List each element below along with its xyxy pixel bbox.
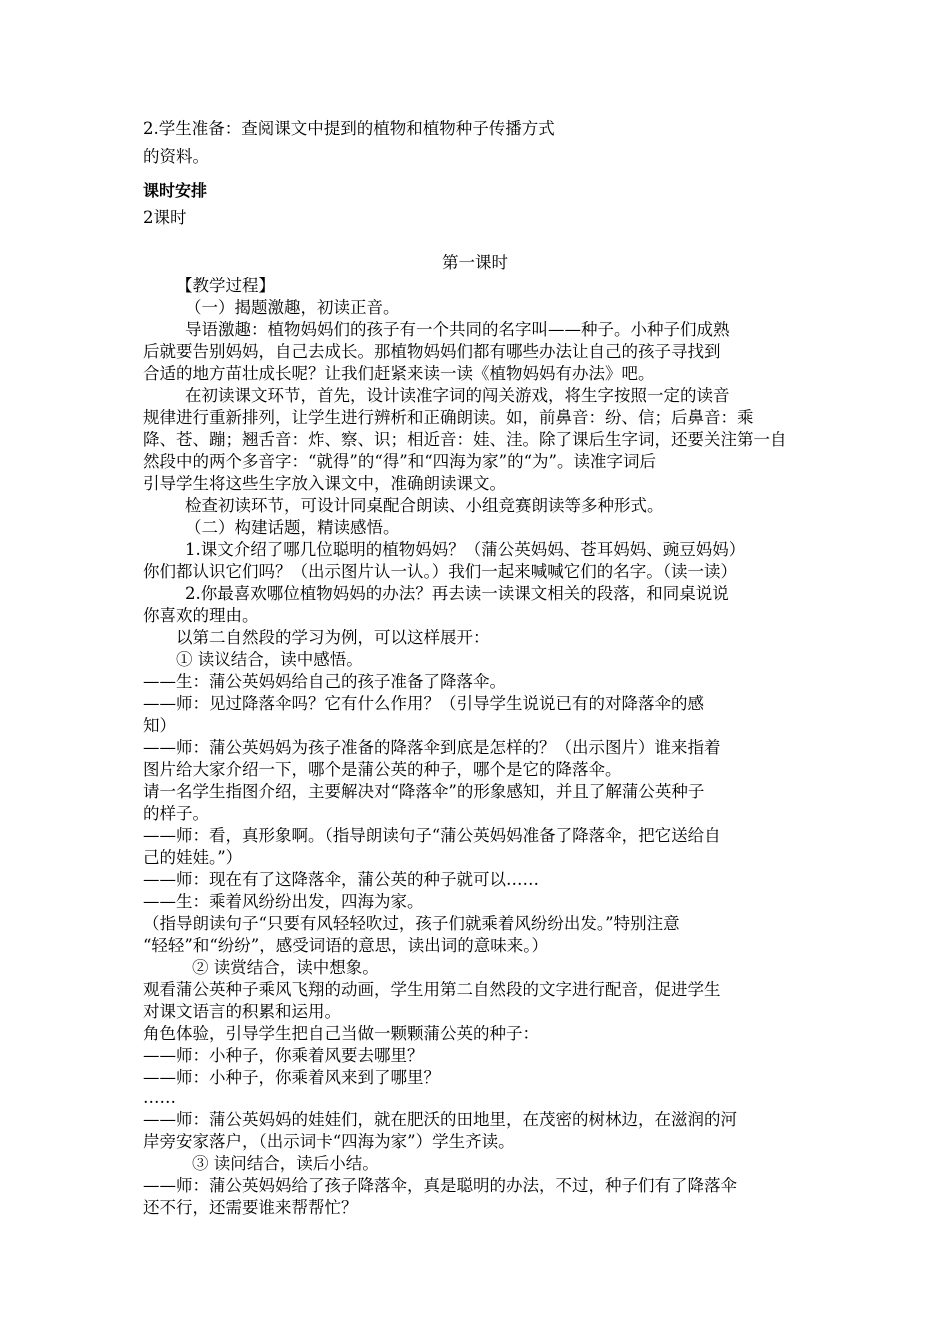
text-line: 你们都认识它们吗？（出示图片认一认。）我们一起来喊喊它们的名字。（读一读） [143, 562, 737, 581]
text-line: 在初读课文环节，首先，设计读准字词的闯关游戏，将生字按照一定的读音 [185, 386, 730, 405]
text-line: ② 读赏结合，读中想象。 [192, 958, 379, 977]
text-line: 降、苍、蹦；翘舌音：炸、察、识；相近音：娃、洼。除了课后生字词，还要关注第一自 [143, 430, 787, 449]
text-line: 导语激趣：植物妈妈们的孩子有一个共同的名字叫——种子。小种子们成熟 [185, 320, 730, 339]
text-line: ① 读议结合，读中感悟。 [176, 650, 363, 669]
text-line: ——师：见过降落伞吗？它有什么作用？（引导学生说说已有的对降落伞的感 [143, 694, 704, 713]
text-line: 引导学生将这些生字放入课文中，准确朗读课文。 [143, 474, 506, 493]
text-line: 请一名学生指图介绍，主要解决对“降落伞”的形象感知，并且了解蒲公英种子 [143, 782, 705, 801]
text-line: 合适的地方苗壮成长呢？让我们赶紧来读一读《植物妈妈有办法》吧。 [143, 364, 655, 383]
text-line: （二）构建话题，精读感悟。 [185, 518, 400, 537]
text-line: ——生：蒲公英妈妈给自己的孩子准备了降落伞。 [143, 672, 506, 691]
text-line: ——师：蒲公英妈妈的娃娃们，就在肥沃的田地里，在茂密的树林边，在滋润的河 [143, 1110, 737, 1129]
text-line: ——师：小种子，你乘着风要去哪里？ [143, 1046, 424, 1065]
text-line: ——师：看，真形象啊。（指导朗读句子“蒲公英妈妈准备了降落伞，把它送给自 [143, 826, 721, 845]
text-line: 检查初读环节，可设计同桌配合朗读、小组竞赛朗读等多种形式。 [185, 496, 664, 515]
text-line: ——生：乘着风纷纷出发，四海为家。 [143, 892, 424, 911]
text-line: …… [143, 1088, 176, 1107]
text-line: ——师：小种子，你乘着风来到了哪里？ [143, 1068, 440, 1087]
text-line: （指导朗读句子“只要有风轻轻吹过，孩子们就乘着风纷纷出发。”特别注意 [143, 914, 680, 933]
section-heading: 课时安排 [143, 181, 208, 200]
text-line: 对课文语言的积累和运用。 [143, 1002, 341, 1021]
text-line: 2课时 [143, 208, 187, 227]
text-line: 角色体验，引导学生把自己当做一颗颗蒲公英的种子： [143, 1024, 539, 1043]
text-line: ——师：现在有了这降落伞，蒲公英的种子就可以…… [143, 870, 539, 889]
text-line: 的样子。 [143, 804, 209, 823]
text-line: 以第二自然段的学习为例，可以这样展开： [176, 628, 490, 647]
text-line: 岸旁安家落户，（出示词卡“四海为家”）学生齐读。 [143, 1132, 515, 1151]
text-line: 规律进行重新排列，让学生进行辨析和正确朗读。如，前鼻音：纷、信；后鼻音：乘 [143, 408, 754, 427]
text-line: 知） [143, 716, 176, 735]
text-line: 然段中的两个多音字：“就得”的“得”和“四海为家”的“为”。读准字词后 [143, 452, 656, 471]
text-line: ③ 读问结合，读后小结。 [192, 1154, 379, 1173]
text-line: 2.学生准备：查阅课文中提到的植物和植物种子传播方式 [143, 119, 555, 138]
text-line: 2.你最喜欢哪位植物妈妈的办法？再去读一读课文相关的段落，和同桌说说 [185, 584, 729, 603]
lesson-title: 第一课时 [442, 253, 508, 272]
text-line: “轻轻”和“纷纷”，感受词语的意思，读出词的意味来。） [143, 936, 548, 955]
text-line: 1.课文介绍了哪几位聪明的植物妈妈？（蒲公英妈妈、苍耳妈妈、豌豆妈妈） [185, 540, 746, 559]
text-line: 图片给大家介绍一下，哪个是蒲公英的种子，哪个是它的降落伞。 [143, 760, 622, 779]
text-line: ——师：蒲公英妈妈为孩子准备的降落伞到底是怎样的？（出示图片）谁来指着 [143, 738, 721, 757]
text-line: ——师：蒲公英妈妈给了孩子降落伞，真是聪明的办法，不过，种子们有了降落伞 [143, 1176, 737, 1195]
text-line: 己的娃娃。”） [143, 848, 243, 867]
text-line: 还不行，还需要谁来帮帮忙？ [143, 1198, 358, 1217]
text-line: 你喜欢的理由。 [143, 606, 259, 625]
text-line: 的资料。 [143, 147, 209, 166]
text-line: （一）揭题激趣，初读正音。 [185, 298, 400, 317]
text-line: 观看蒲公英种子乘风飞翔的动画，学生用第二自然段的文字进行配音，促进学生 [143, 980, 721, 999]
text-line: 【教学过程】 [176, 276, 275, 295]
text-line: 后就要告别妈妈，自己去成长。那植物妈妈们都有哪些办法让自己的孩子寻找到 [143, 342, 721, 361]
